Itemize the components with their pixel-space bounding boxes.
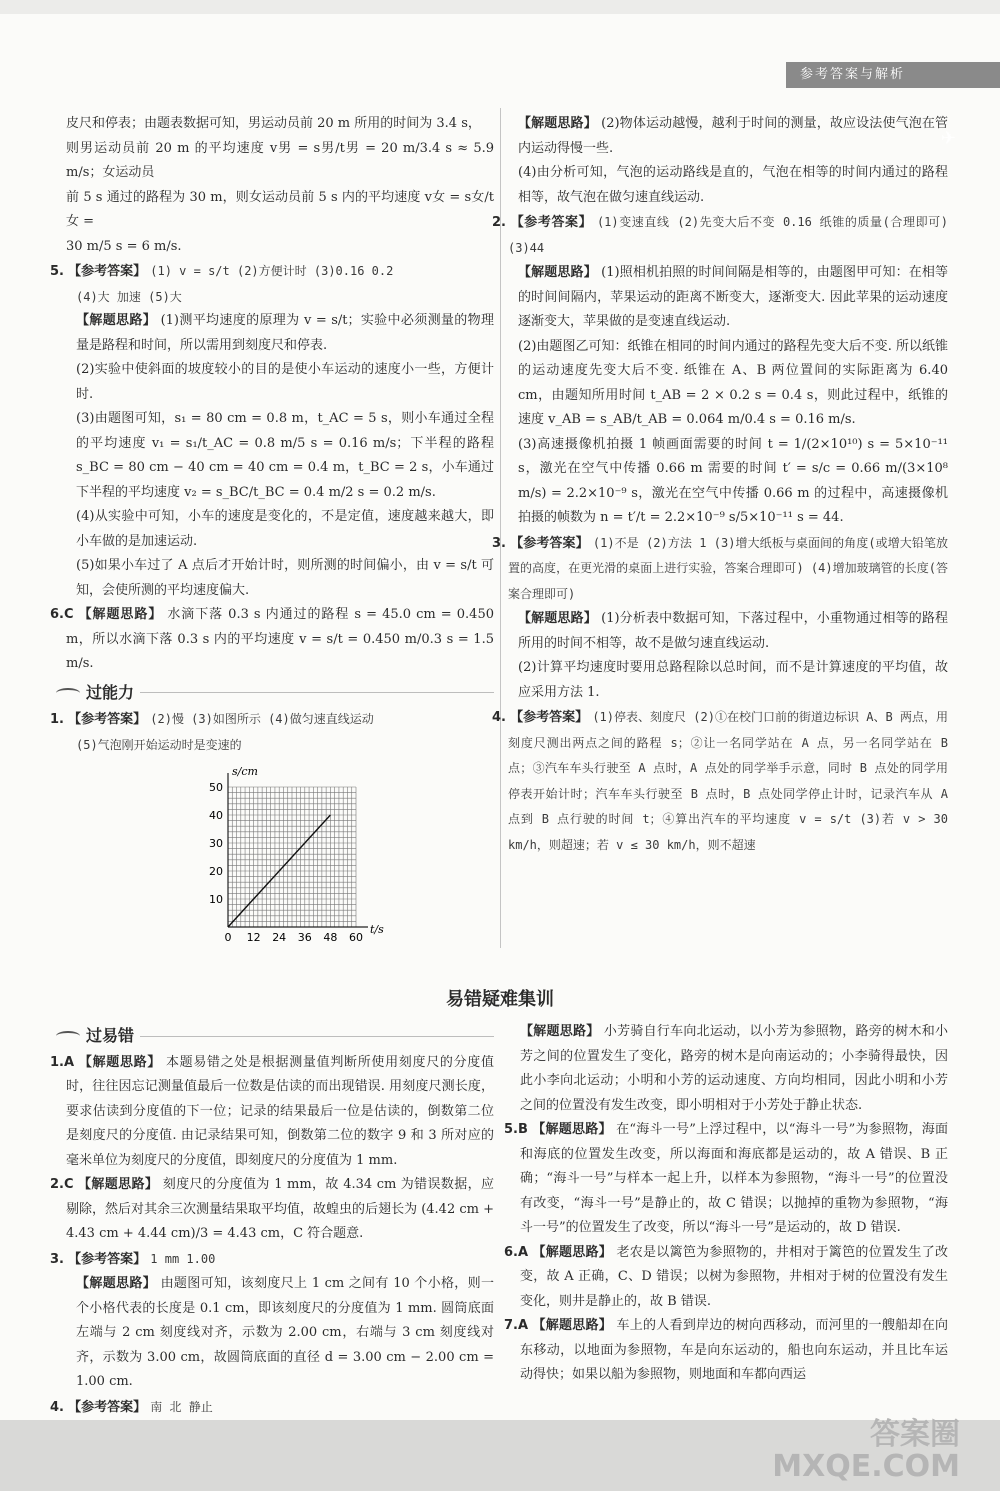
reasoning-tag: 【解题思路】	[532, 1122, 612, 1137]
question-number: 5.B	[504, 1122, 528, 1137]
section-rule	[140, 1036, 494, 1037]
answer-tag: 【参考答案】	[68, 264, 147, 279]
y-tick-label: 30	[209, 837, 223, 850]
reasoning-tag: 【解题思路】	[78, 1054, 162, 1070]
header-label-text: 参考答案与解析	[800, 67, 906, 82]
reasoning-text: (2)物体运动越慢，越利于时间的测量，故应设法使气泡在管内运动得慢一些.	[518, 116, 948, 156]
x-tick-label: 12	[246, 931, 261, 944]
question-2	[492, 210, 948, 261]
x-tick-label: 24	[272, 931, 287, 944]
text-line: 前 5 s 通过的路程为 30 m，则女运动员前 5 s 内的平均速度 v女 = s女/t女 =	[66, 189, 494, 229]
section-heading-text: 过能力	[86, 682, 135, 702]
answer-tag: 【参考答案】	[510, 215, 593, 230]
reasoning-text: 在“海斗一号”上浮过程中，以“海斗一号”为参照物，海面和海底的位置发生改变，所以海面和海底都是运动的，故 A 错误、B 正确；“海斗一号”与样本一起上升，以样本为参照物，“海斗一号”的位置没有改变，“海斗一号”是静止的，故 C 错误；以抛掉的重物为参照物，“海斗一号”的位置发生了改变，所以“海斗一号”是运动的，故 D 错误.	[520, 1122, 948, 1235]
question-number: 7.A	[504, 1318, 529, 1333]
mistake-1	[50, 1051, 494, 1174]
reasoning-tag: 【解题思路】	[78, 607, 163, 622]
answer-tag: 【参考答案】	[68, 712, 147, 727]
reasoning-tag: 【解题思路】	[518, 116, 597, 131]
answer-text: (1)不是 (2)方法 1 (3)增大纸板与桌面间的角度(或增大铅笔放置的高度，在更光滑的桌面上进行实验，答案合理即可) (4)增加玻璃管的长度(答案合理即可)	[508, 535, 948, 601]
answer-text: (1)停表、刻度尺 (2)①在校门口前的街道边标识 A、B 两点，用刻度尺测出两点之间的路程 s；②让一名同学站在 A 点，另一名同学站在 B 点；③汽车车头行驶至 A 点时，A 点处的同学举手示意，同时 B 点处的同学用停表开始计时；汽车车头行驶至 B 点时，B 点处同学停止计时，记录汽车从 A 点到 B 点行驶的时间 t；④算出汽车的平均速度 v = s/t (3)若 v > 30 km/h，则超速；若 v ≤ 30 km/h，则不超速	[508, 710, 948, 852]
reasoning-tag: 【解题思路】	[78, 1177, 159, 1192]
right-column	[492, 112, 948, 858]
question-number: 1.A	[50, 1054, 75, 1070]
section-heading-ability	[56, 681, 494, 706]
question-5-reasoning	[66, 309, 494, 358]
reasoning-text: (2)由题图乙可知：纸锥在相同的时间内通过的路程先变大后不变. 所以纸锥的运动速度先变大后不变. 纸锥在 A、B 两位置间的实际距离为 6.40 cm，由题知所用时间 t_AB = 2 × 0.2 s = 0.4 s，则此过程中，纸锥的速度 v_AB = s_AB/t_AB = 0.064 m/0.4 s = 0.16 m/s.	[518, 338, 948, 427]
x-tick-label: 0	[224, 931, 232, 944]
question-6	[50, 603, 494, 677]
mistake-5	[504, 1118, 948, 1241]
wave-icon	[56, 688, 80, 698]
question-number: 3.	[50, 1251, 64, 1267]
rocket-icon: ✈	[940, 128, 958, 149]
reasoning-text: 本题易错之处是根据测量值判断所使用刻度尺的分度值时，往往因忘记测量值最后一位数是估读的而出现错误. 用刻度尺测长度，要求估读到分度值的下一位；记录的结果最后一位是估读的，倒数第二位是刻度尺的分度值. 由记录结果可知，倒数第二位的数字 9 和 3 所对应的毫米单位为刻度尺的分度值，即刻度尺的分度值为 1 mm.	[66, 1054, 494, 1168]
column-divider	[500, 108, 501, 948]
question-number: 2.	[492, 215, 506, 230]
reasoning-text: (5)如果小车过了 A 点后才开始计时，则所测的时间偏小，由 v = s/t 可知，会使所测的平均速度偏大.	[76, 558, 494, 598]
watermark-line: MXQE.COM	[772, 1449, 960, 1484]
question-4	[492, 705, 948, 858]
reasoning-text: 水滴下落 0.3 s 内通过的路程 s = 45.0 cm = 0.450 m，所以水滴下落 0.3 s 内的平均速度 v = s/t = 0.450 m/0.3 s = 1.5 m/s.	[66, 607, 494, 671]
question-2-reasoning	[508, 261, 948, 335]
answer-text: (4)大 加速 (5)大	[76, 289, 182, 304]
y-axis-label: s/cm	[232, 765, 258, 778]
reasoning-tag: 【解题思路】	[532, 1318, 613, 1333]
header-label	[786, 62, 1000, 149]
question-number: 4.	[492, 710, 506, 725]
x-tick-label: 60	[349, 931, 363, 944]
s-t-graph	[196, 757, 384, 957]
y-tick-label: 10	[209, 893, 223, 906]
answer-text: (2)慢 (3)如图所示 (4)做匀速直线运动	[150, 712, 374, 726]
reasoning-text: (1)照相机拍照的时间间隔是相等的，由题图甲可知：在相等的时间间隔内，苹果运动的距离不断变大，逐渐变大. 因此苹果的运动速度逐渐变大，苹果做的是变速直线运动.	[518, 265, 948, 329]
question-number: 4.	[50, 1399, 64, 1415]
question-3-reasoning	[508, 607, 948, 656]
answer-tag: 【参考答案】	[510, 710, 589, 725]
top-margin-bar	[0, 0, 1000, 14]
answer-text: (1)变速直线 (2)先变大后不变 0.16 纸锥的质量(合理即可) (3)44	[508, 215, 948, 255]
reasoning-block	[508, 112, 948, 161]
wave-icon	[56, 1031, 80, 1041]
reasoning-text: 小芳骑自行车向北运动，以小芳为参照物，路旁的树木和小芳之间的位置发生了变化，路旁的树木是向南运动的；小李骑得最快，因此小李向北运动；小明和小芳的运动速度、方向均相同，因此小明和小芳之间的位置没有发生改变，即小明相对于小芳处于静止状态.	[520, 1024, 948, 1113]
left-column	[50, 112, 494, 957]
reasoning-tag: 【解题思路】	[76, 1276, 157, 1291]
reasoning-text: (1)分析表中数据可知，下落过程中，小重物通过相等的路程所用的时间不相等，故不是做匀速直线运动.	[518, 611, 948, 651]
answer-tag: 【参考答案】	[510, 535, 589, 551]
reasoning-text: 老农是以篱笆为参照物的，井相对于篱笆的位置发生了改变，故 A 正确，C、D 错误；以树为参照物，井相对于树的位置没有发生变化，则井是静止的，故 B 错误.	[520, 1244, 948, 1309]
watermark	[772, 1419, 960, 1483]
question-number: 5.	[50, 264, 64, 279]
reasoning-text: (1)测平均速度的原理为 v = s/t；实验中必须测量的物理量是路程和时间，所以需用到刻度尺和停表.	[76, 313, 494, 353]
x-tick-label: 36	[297, 931, 312, 944]
mistake-6	[504, 1241, 948, 1315]
reasoning-tag: 【解题思路】	[518, 611, 597, 626]
answer-text: (1) v = s/t (2)方便计时 (3)0.16 0.2	[150, 264, 394, 278]
reasoning-text: (2)计算平均速度时要用总路程除以总时间，而不是计算速度的平均值，故应采用方法 1.	[518, 660, 948, 700]
reasoning-block	[520, 1020, 948, 1118]
y-tick-label: 50	[209, 781, 223, 794]
answer-tag: 【参考答案】	[68, 1399, 147, 1415]
question-number: 3.	[492, 535, 506, 551]
practice-1	[50, 707, 494, 733]
reasoning-tag: 【解题思路】	[520, 1024, 600, 1039]
bottom-right-column	[504, 1020, 948, 1388]
reasoning-tag: 【解题思路】	[76, 313, 157, 328]
question-number: 6.C	[50, 607, 74, 622]
mistake-7	[504, 1314, 948, 1388]
reasoning-text: (3)由题图可知，s₁ = 80 cm = 0.8 m，t_AC = 5 s，则小车通过全程的平均速度 v₁ = s₁/t_AC = 0.8 m/5 s = 0.16 m/s；下半程的路程 s_BC = 80 cm − 40 cm = 40 cm = 0.4 m，t_BC = 2 s，小车通过下半程的平均速度 v₂ = s_BC/t_BC = 0.4 m/2 s = 0.2 m/s.	[76, 411, 494, 500]
reasoning-text: 由题图可知，该刻度尺上 1 cm 之间有 10 个小格，则一个小格代表的长度是 0.1 cm，即该刻度尺的分度值为 1 mm. 圆筒底面左端与 2 cm 刻度线对齐，示数为 2.00 cm，右端与 3 cm 刻度线对齐，示数为 3.00 cm，故圆筒底面的直径 d = 3.00 cm − 2.00 cm = 1.00 cm.	[76, 1276, 494, 1389]
mistake-3-reasoning	[66, 1272, 494, 1395]
reasoning-text: 车上的人看到岸边的树向西移动，而河里的一艘船却在向东移动，以地面为参照物，车是向东运动的，船也向东运动，并且比车运动得快；如果以船为参照物，则地面和车都向西运	[520, 1318, 948, 1382]
y-tick-label: 20	[209, 865, 223, 878]
question-3	[492, 531, 948, 608]
reasoning-text: 刻度尺的分度值为 1 mm，故 4.34 cm 为错误数据，应剔除，然后对其余三次测量结果取平均值，故蝗虫的后翅长为 (4.42 cm + 4.43 cm + 4.44 cm)/3 = 4.43 cm，C 符合题意.	[66, 1177, 495, 1241]
mistake-3	[50, 1247, 494, 1273]
reasoning-text: (3)高速摄像机拍摄 1 帧画面需要的时间 t = 1/(2×10¹⁰) s = 5×10⁻¹¹ s，激光在空气中传播 0.66 m 需要的时间 t′ = s/c = 0.66 m/(3×10⁸ m/s) = 2.2×10⁻⁹ s，激光在空气中传播 0.66 m 的过程中，高速摄像机拍摄的帧数为 n = t′/t = 2.2×10⁻⁹ s/5×10⁻¹¹ s = 44.	[518, 436, 948, 525]
question-number: 6.A	[504, 1244, 529, 1260]
section-heading-mistakes	[56, 1024, 494, 1049]
reasoning-text: (4)由分析可知，气泡的运动路线是直的，气泡在相等的时间内通过的路程相等，故气泡在做匀速直线运动.	[518, 165, 948, 205]
reasoning-text: (2)实验中使斜面的坡度较小的目的是使小车运动的速度小一些，方便计时.	[76, 362, 494, 402]
reasoning-text: (4)从实验中可知，小车的速度是变化的，不是定值，速度越来越大，即小车做的是加速运动.	[76, 509, 494, 549]
s-t-graph-svg	[196, 757, 384, 957]
answer-tag: 【参考答案】	[68, 1251, 147, 1267]
bottom-left-column	[50, 1020, 495, 1420]
text-line: 皮尺和停表；由题表数据可知，男运动员前 20 m 所用的时间为 3.4 s，	[66, 116, 481, 131]
x-axis-label: t/s	[370, 923, 384, 936]
reasoning-tag: 【解题思路】	[518, 265, 597, 280]
question-number: 1.	[50, 712, 64, 727]
watermark-line: 答案圈	[870, 1417, 960, 1452]
x-tick-label: 48	[323, 931, 338, 944]
question-5-answer	[50, 259, 494, 285]
text-line: 30 m/5 s = 6 m/s.	[66, 238, 182, 254]
section-rule	[140, 692, 494, 693]
mistake-2	[50, 1173, 495, 1247]
answer-text: 南 北 静止	[150, 1399, 213, 1414]
section-title: 易错疑难集训	[446, 989, 554, 1010]
mistake-4	[50, 1395, 494, 1421]
reasoning-tag: 【解题思路】	[532, 1244, 613, 1260]
answer-text: (5)气泡刚开始运动时是变速的	[76, 737, 242, 752]
text-line: 则男运动员前 20 m 的平均速度 v男 = s男/t男 = 20 m/3.4 s ≈ 5.9 m/s；女运动员	[66, 140, 494, 180]
section-heading-text: 过易错	[86, 1026, 135, 1045]
question-number: 2.C	[50, 1177, 74, 1192]
answer-text: 1 mm 1.00	[150, 1251, 216, 1266]
y-tick-label: 40	[209, 809, 223, 822]
